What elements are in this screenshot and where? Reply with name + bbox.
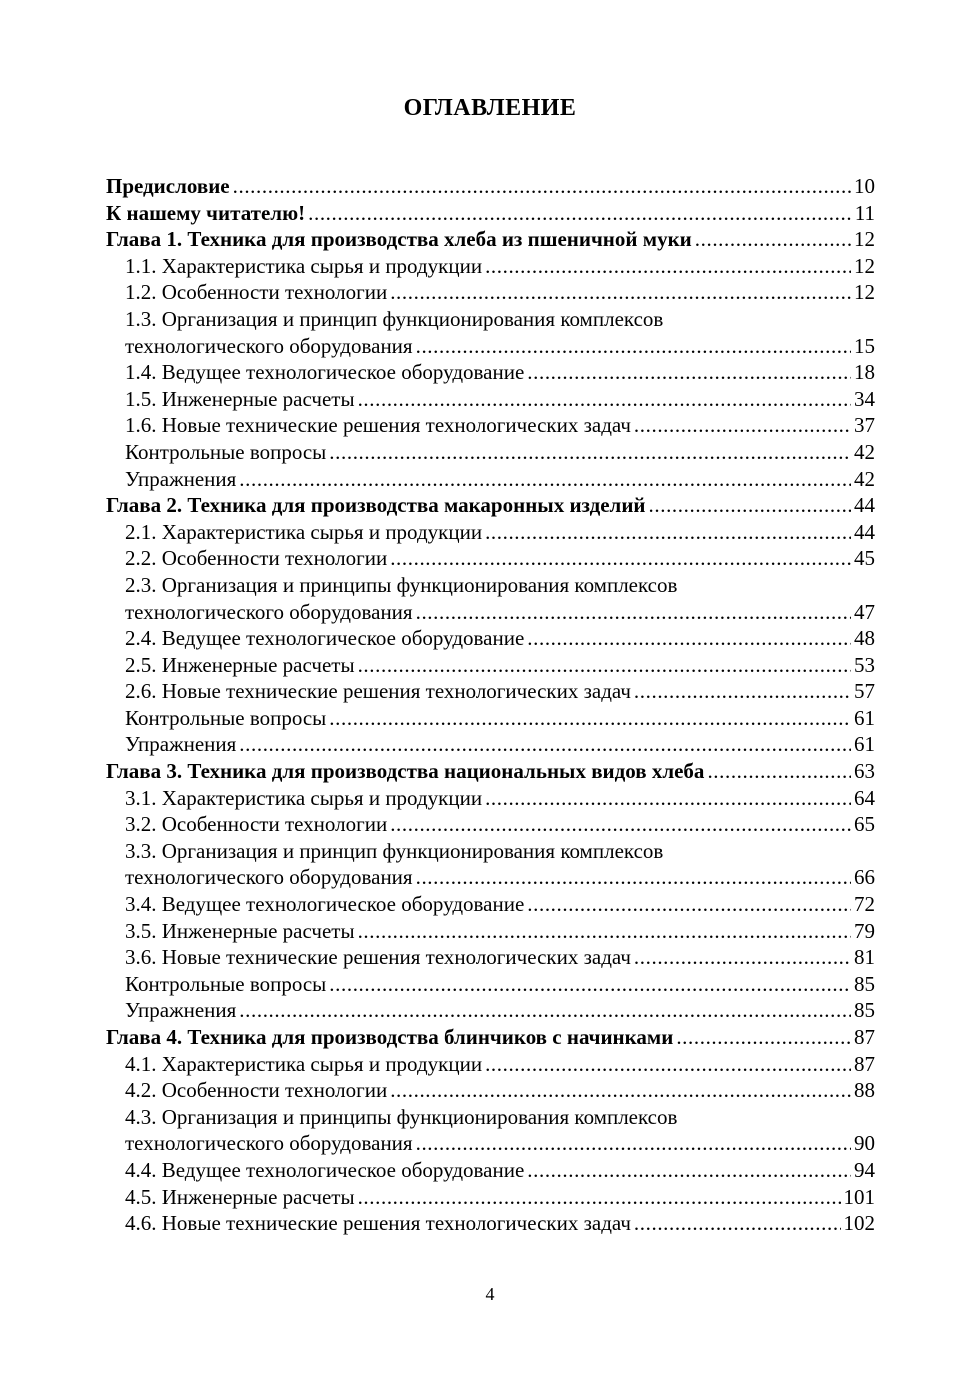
toc-entry-title: Предисловие (106, 174, 230, 198)
toc-section-row[interactable] (106, 386, 875, 413)
toc-entry-page: 37 (854, 413, 875, 438)
toc-entry-title: 2.6. Новые технические решения технологических задач (125, 679, 631, 704)
toc-entry-page: 79 (854, 918, 875, 943)
toc-section-row[interactable] (106, 1210, 875, 1237)
toc-entry-page: 57 (854, 679, 875, 704)
toc-entry-page: 85 (854, 998, 875, 1023)
toc-entry-page: 63 (854, 759, 875, 784)
page-title: ОГЛАВЛЕНИЕ (403, 95, 577, 121)
toc-entry-title: 4.5. Инженерные расчеты (125, 1184, 355, 1209)
toc-entry-title: 4.6. Новые технические решения технологических задач (125, 1211, 631, 1236)
toc-dot-leader (239, 997, 851, 1024)
toc-dot-leader (485, 519, 851, 546)
toc-entry-page: 61 (854, 705, 875, 730)
toc-section-row[interactable] (106, 1104, 875, 1131)
toc-entry-title: 2.4. Ведущее технологическое оборудование (125, 626, 525, 651)
toc-entry-page: 42 (854, 466, 875, 491)
toc-entry-title: 3.1. Характеристика сырья и продукции (125, 785, 483, 810)
toc-entry-title: 1.1. Характеристика сырья и продукции (125, 253, 483, 278)
toc-entry-title: 3.4. Ведущее технологическое оборудование (125, 892, 525, 917)
toc-entry-title: 1.3. Организация и принцип функционирования комплексов (125, 306, 664, 331)
toc-dot-leader (329, 971, 851, 998)
toc-chapter-row[interactable] (106, 492, 875, 519)
toc-entry-page: 15 (854, 333, 875, 358)
toc-dot-leader (358, 386, 851, 413)
toc-chapter-row[interactable] (106, 1024, 875, 1051)
toc-dot-leader (390, 1077, 851, 1104)
toc-entry-title: технологического оборудования (125, 865, 413, 890)
toc-entry-page: 66 (854, 865, 875, 890)
toc-section-row[interactable] (106, 253, 875, 280)
toc-section-row[interactable] (106, 359, 875, 386)
toc-entry-page: 101 (843, 1184, 875, 1209)
toc-entry-title: 2.5. Инженерные расчеты (125, 652, 355, 677)
toc-dot-leader (239, 731, 851, 758)
toc-entry-page: 81 (854, 945, 875, 970)
toc-dot-leader (485, 253, 851, 280)
toc-entry-title: 4.4. Ведущее технологическое оборудование (125, 1157, 525, 1182)
toc-entry-title: Глава 1. Техника для производства хлеба из пшеничной муки (106, 227, 692, 252)
toc-dot-leader (485, 1051, 851, 1078)
toc-dot-leader (416, 599, 851, 626)
toc-dot-leader (239, 466, 851, 493)
toc-entry-page: 48 (854, 626, 875, 651)
toc-entry-title: Глава 2. Техника для производства макаронных изделий (106, 493, 646, 518)
toc-entry-page: 11 (854, 200, 875, 225)
toc-entry-title: 3.5. Инженерные расчеты (125, 918, 355, 943)
toc-entry-title: 3.3. Организация и принцип функционирования комплексов (125, 838, 664, 863)
toc-entry-title: 1.6. Новые технические решения технологических задач (125, 413, 631, 438)
toc-dot-leader (416, 333, 851, 360)
toc-section-row[interactable] (106, 652, 875, 679)
toc-section-row[interactable] (106, 306, 875, 333)
toc-entry-page: 10 (854, 174, 875, 198)
toc-entry-page: 85 (854, 971, 875, 996)
toc-entry-page: 12 (854, 227, 875, 252)
toc-entry-page: 94 (854, 1157, 875, 1182)
toc-chapter-row[interactable] (106, 226, 875, 253)
toc-entry-page: 102 (843, 1211, 875, 1236)
toc-entry-title: 4.2. Особенности технологии (125, 1078, 388, 1103)
toc-section-row[interactable] (106, 838, 875, 865)
toc-section-row[interactable] (106, 599, 875, 626)
toc-section-row[interactable] (106, 519, 875, 546)
toc-list (106, 173, 875, 1237)
toc-section-row[interactable] (106, 333, 875, 360)
toc-dot-leader (329, 705, 851, 732)
toc-entry-page: 61 (854, 732, 875, 757)
toc-dot-leader (390, 811, 851, 838)
toc-entry-page: 87 (854, 1051, 875, 1076)
toc-section-row[interactable] (106, 279, 875, 306)
toc-section-row[interactable] (106, 1051, 875, 1078)
toc-section-row[interactable] (106, 864, 875, 891)
toc-dot-leader (707, 758, 851, 785)
toc-entry-page: 72 (854, 892, 875, 917)
toc-entry-title: Контрольные вопросы (125, 439, 327, 464)
toc-entry-title: 2.1. Характеристика сырья и продукции (125, 519, 483, 544)
toc-dot-leader (308, 200, 852, 227)
toc-section-row[interactable] (106, 678, 875, 705)
toc-entry-page: 53 (854, 652, 875, 677)
toc-entry-title: 2.3. Организация и принципы функционирования комплексов (125, 572, 678, 597)
toc-dot-leader (233, 173, 851, 200)
toc-dot-leader (634, 678, 851, 705)
toc-entry-page: 34 (854, 386, 875, 411)
toc-section-row[interactable] (106, 572, 875, 599)
toc-dot-leader (485, 785, 851, 812)
toc-entry-title: Глава 4. Техника для производства блинчиков с начинками (106, 1025, 674, 1049)
toc-section-row[interactable] (106, 971, 875, 998)
toc-section-row[interactable] (106, 412, 875, 439)
toc-dot-leader (634, 1210, 841, 1237)
toc-dot-leader (676, 1024, 851, 1051)
toc-chapter-row[interactable] (106, 173, 875, 200)
toc-entry-page: 12 (854, 253, 875, 278)
toc-entry-page: 18 (854, 360, 875, 385)
toc-entry-title: 1.2. Особенности технологии (125, 280, 388, 305)
toc-dot-leader (527, 359, 851, 386)
page-number: 4 (485, 1284, 495, 1304)
toc-entry-page: 87 (854, 1025, 875, 1049)
toc-section-row[interactable] (106, 466, 875, 493)
toc-section-row[interactable] (106, 811, 875, 838)
toc-dot-leader (527, 891, 851, 918)
toc-section-row[interactable] (106, 891, 875, 918)
toc-section-row[interactable] (106, 625, 875, 652)
toc-entry-title: Контрольные вопросы (125, 705, 327, 730)
toc-entry-title: 1.5. Инженерные расчеты (125, 386, 355, 411)
toc-entry-title: технологического оборудования (125, 1131, 413, 1156)
toc-entry-page: 12 (854, 280, 875, 305)
toc-entry-title: К нашему читателю! (106, 200, 306, 225)
toc-entry-title: 3.2. Особенности технологии (125, 812, 388, 837)
toc-dot-leader (634, 412, 851, 439)
toc-section-row[interactable] (106, 997, 875, 1024)
toc-entry-page: 64 (854, 785, 875, 810)
toc-entry-title: 3.6. Новые технические решения технологических задач (125, 945, 631, 970)
toc-section-row[interactable] (106, 1157, 875, 1184)
toc-dot-leader (329, 439, 851, 466)
toc-dot-leader (634, 944, 851, 971)
toc-entry-page: 47 (854, 599, 875, 624)
toc-chapter-row[interactable] (106, 758, 875, 785)
toc-entry-page: 90 (854, 1131, 875, 1156)
toc-entry-page: 42 (854, 439, 875, 464)
toc-dot-leader (390, 279, 851, 306)
toc-entry-page: 65 (854, 812, 875, 837)
toc-entry-title: Глава 3. Техника для производства национальных видов хлеба (106, 759, 705, 784)
toc-section-row[interactable] (106, 545, 875, 572)
toc-section-row[interactable] (106, 918, 875, 945)
toc-section-row[interactable] (106, 1077, 875, 1104)
toc-entry-page: 88 (854, 1078, 875, 1103)
toc-chapter-row[interactable] (106, 200, 875, 227)
toc-dot-leader (416, 864, 851, 891)
toc-section-row[interactable] (106, 944, 875, 971)
toc-entry-title: Упражнения (125, 998, 237, 1023)
toc-entry-title: технологического оборудования (125, 599, 413, 624)
toc-entry-title: 4.1. Характеристика сырья и продукции (125, 1051, 483, 1076)
toc-dot-leader (527, 625, 851, 652)
toc-dot-leader (527, 1157, 851, 1184)
toc-dot-leader (695, 226, 851, 253)
toc-dot-leader (358, 918, 851, 945)
toc-dot-leader (358, 1184, 841, 1211)
toc-dot-leader (358, 652, 851, 679)
toc-entry-title: 4.3. Организация и принципы функционирования комплексов (125, 1104, 678, 1129)
toc-section-row[interactable] (106, 731, 875, 758)
toc-entry-title: 2.2. Особенности технологии (125, 546, 388, 571)
toc-section-row[interactable] (106, 785, 875, 812)
toc-section-row[interactable] (106, 705, 875, 732)
toc-dot-leader (649, 492, 851, 519)
toc-section-row[interactable] (106, 1184, 875, 1211)
toc-section-row[interactable] (106, 1130, 875, 1157)
toc-entry-page: 44 (854, 493, 875, 518)
toc-entry-page: 44 (854, 519, 875, 544)
toc-entry-title: Упражнения (125, 466, 237, 491)
toc-dot-leader (390, 545, 851, 572)
toc-entry-title: 1.4. Ведущее технологическое оборудование (125, 360, 525, 385)
toc-section-row[interactable] (106, 439, 875, 466)
toc-entry-title: Контрольные вопросы (125, 971, 327, 996)
toc-dot-leader (416, 1130, 851, 1157)
toc-entry-title: технологического оборудования (125, 333, 413, 358)
toc-entry-page: 45 (854, 546, 875, 571)
toc-entry-title: Упражнения (125, 732, 237, 757)
